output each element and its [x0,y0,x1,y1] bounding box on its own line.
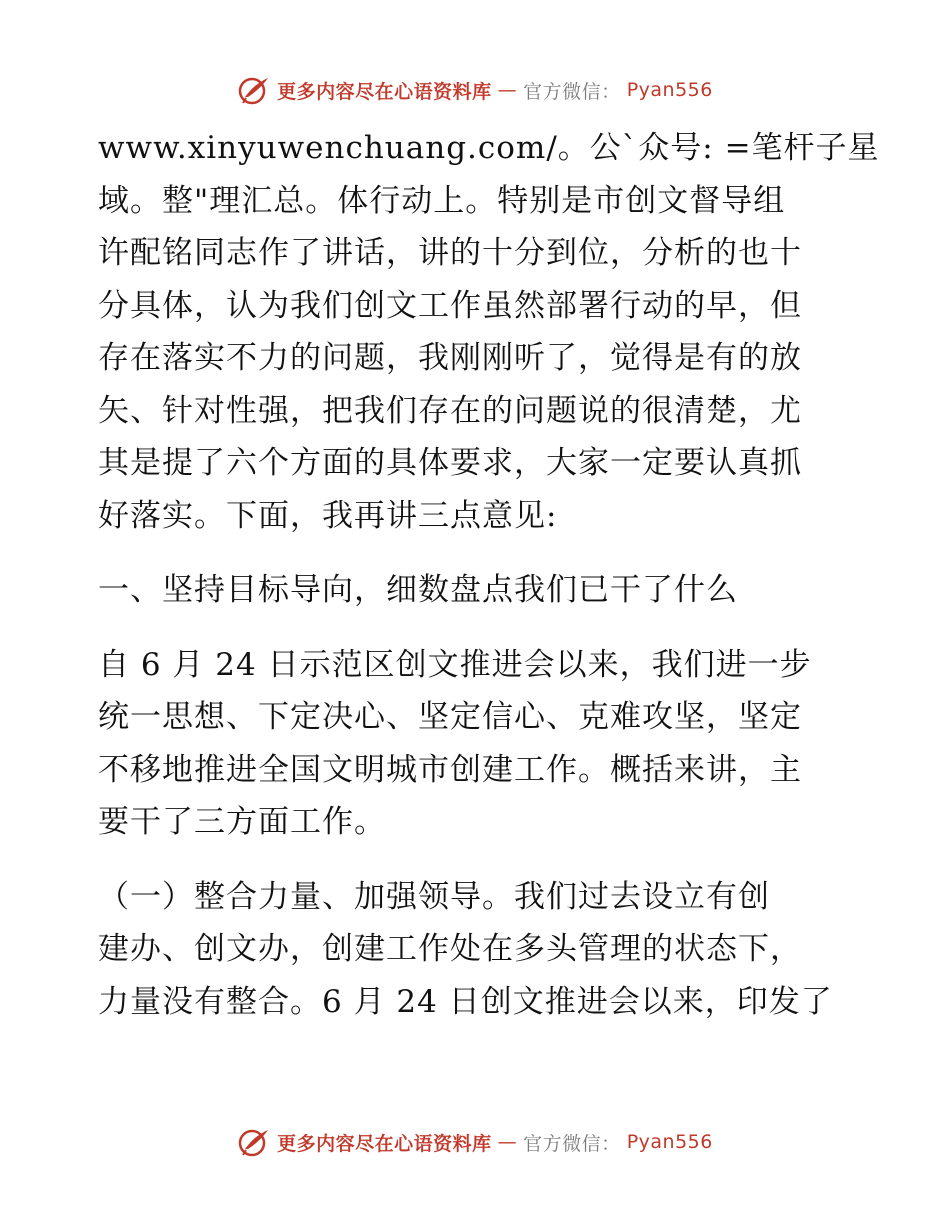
header-banner [0,70,950,110]
text-line: （一）整合力量、加强领导。我们过去设立有创 [98,878,770,915]
document-body [98,122,880,1028]
header-separator: — [497,79,518,101]
footer-title: 更多内容尽在心语资料库 [277,1132,492,1155]
text-line: 自 6 月 24 日示范区创文推进会以来，我们进一步 [98,646,812,683]
paragraph-intro [98,122,880,542]
text-line: 分具体，认为我们创文工作虽然部署行动的早，但 [98,287,802,324]
header-wechat-handle: Pyan556 [626,79,713,101]
paragraph-subsection-one [98,871,858,1029]
text-line: 许配铭同志作了讲话，讲的十分到位，分析的也十 [98,235,802,271]
footer-separator: — [497,1131,518,1153]
header-title: 更多内容尽在心语资料库 [277,80,492,103]
quill-logo-icon [237,75,271,105]
text-line: 矢、针对性强，把我们存在的问题说的很清楚，尤 [98,392,802,429]
text-line: 统一思想、下定决心、坚定信心、克难攻坚，坚定 [98,699,802,735]
section-heading: 一、坚持目标导向，细数盘点我们已干了什么 [98,572,738,608]
paragraph-summary [98,639,858,849]
text-line: 不移地推进全国文明城市创建工作。概括来讲，主 [98,751,802,788]
text-line: 要干了三方面工作。 [98,804,386,840]
text-line: 力量没有整合。6 月 24 日创文推进会以来，印发了 [98,983,833,1020]
text-line: www.xinyuwenchuang.com/。公`众号: =笔杆子星 [98,130,880,166]
footer-wechat-label: 官方微信： [523,1132,621,1155]
text-line: 域。整"理汇总。体行动上。特别是市创文督导组 [98,182,786,219]
text-line: 存在落实不力的问题，我刚刚听了，觉得是有的放 [98,340,802,376]
text-line: 其是提了六个方面的具体要求，大家一定要认真抓 [98,445,802,481]
text-line: 好落实。下面，我再讲三点意见: [98,497,558,534]
footer-banner [0,1122,950,1162]
quill-logo-icon [237,1127,271,1157]
footer-wechat-handle: Pyan556 [626,1131,713,1153]
header-wechat-label: 官方微信： [523,80,621,103]
text-line: 建办、创文办，创建工作处在多头管理的状态下， [98,931,802,967]
